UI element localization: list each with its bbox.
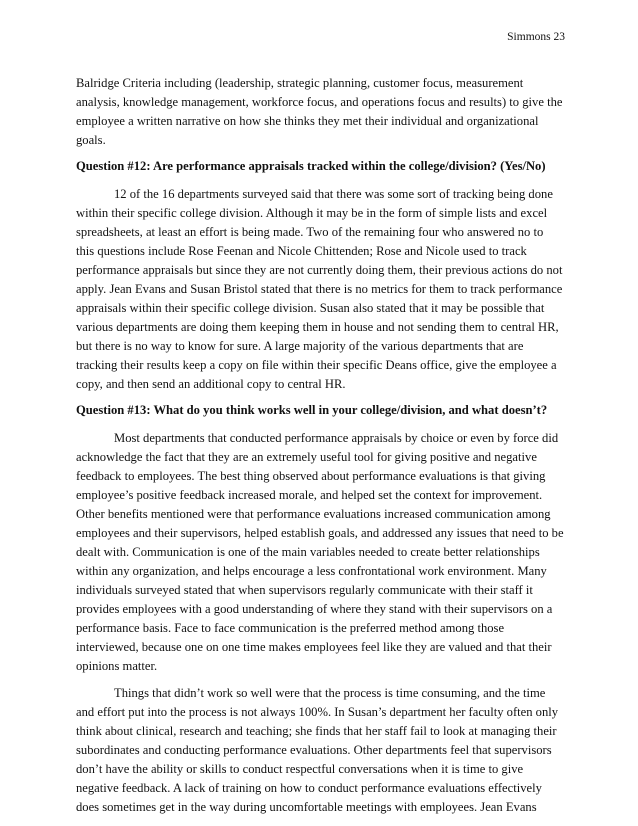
answer-13-paragraph-1: Most departments that conducted performance appraisals by choice or even by force did acknowledge the fact that they are an extremely useful tool for giving positive and negative feedback to employees. The best thing observed about performance evaluations is that giving employee’s positive feedback increased morale, and helped set the context for improvement. Other benefits mentioned were that performance evaluations increased communication among employees and their supervisors, helped establish goals, and addressed any issues that need to be dealt with. Communication is one of the main variables needed to create better relationships within any organization, and helps encourage a less confrontational work environment. Many individuals surveyed stated that when supervisors regularly communicate with their staff it provides employees with a good understanding of where they stand with their supervisors on a performance basis. Face to face communication is the preferred method among those interviewed, because one on one time makes employees feel like they are valued and that their opinions matter. (76, 431, 564, 673)
question-13-heading: Question #13: What do you think works well in your college/division, and what doesn’t? (76, 403, 548, 417)
paragraph-continued: Balridge Criteria including (leadership, strategic planning, customer focus, measurement analysis, knowledge management, workforce focus, and operations focus and results) to give the employee a written narrative on how she thinks they met their individual and organizational goals. (76, 76, 563, 147)
page-body (76, 74, 564, 817)
running-head: Simmons 23 (507, 31, 565, 43)
question-12-heading: Question #12: Are performance appraisals tracked within the college/division? (Yes/No) (76, 159, 546, 173)
answer-13-paragraph-2: Things that didn’t work so well were that the process is time consuming, and the time and effort put into the process is not always 100%. In Susan’s department her faculty often only think about clinical, research and teaching; she finds that her staff fail to look at managing their subordinates and conducting performance evaluations. Other departments feel that supervisors don’t have the ability or skills to conduct respectful conversations when it is time to give negative feedback. A lack of training on how to conduct performance evaluations effectively does sometimes get in the way during uncomfortable meetings with employees. Jean Evans (76, 686, 559, 814)
answer-12-paragraph: 12 of the 16 departments surveyed said that there was some sort of tracking being done within their specific college division. Although it may be in the form of simple lists and excel spreadsheets, at least an effort is being made. Two of the remaining four who answered no to this questions include Rose Feenan and Nicole Chittenden; Rose and Nicole used to track performance appraisals but since they are not currently doing them, their previous actions do not apply. Jean Evans and Susan Bristol stated that there is no metrics for them to track performance appraisals within their specific college division. Susan also stated that it may be possible that various departments are doing them keeping them in house and not sending them to central HR, but there is no way to know for sure. A large majority of the various departments that are tracking their results keep a copy on file within their specific Deans office, give the employee a copy, and then send an additional copy to central HR. (76, 187, 563, 391)
